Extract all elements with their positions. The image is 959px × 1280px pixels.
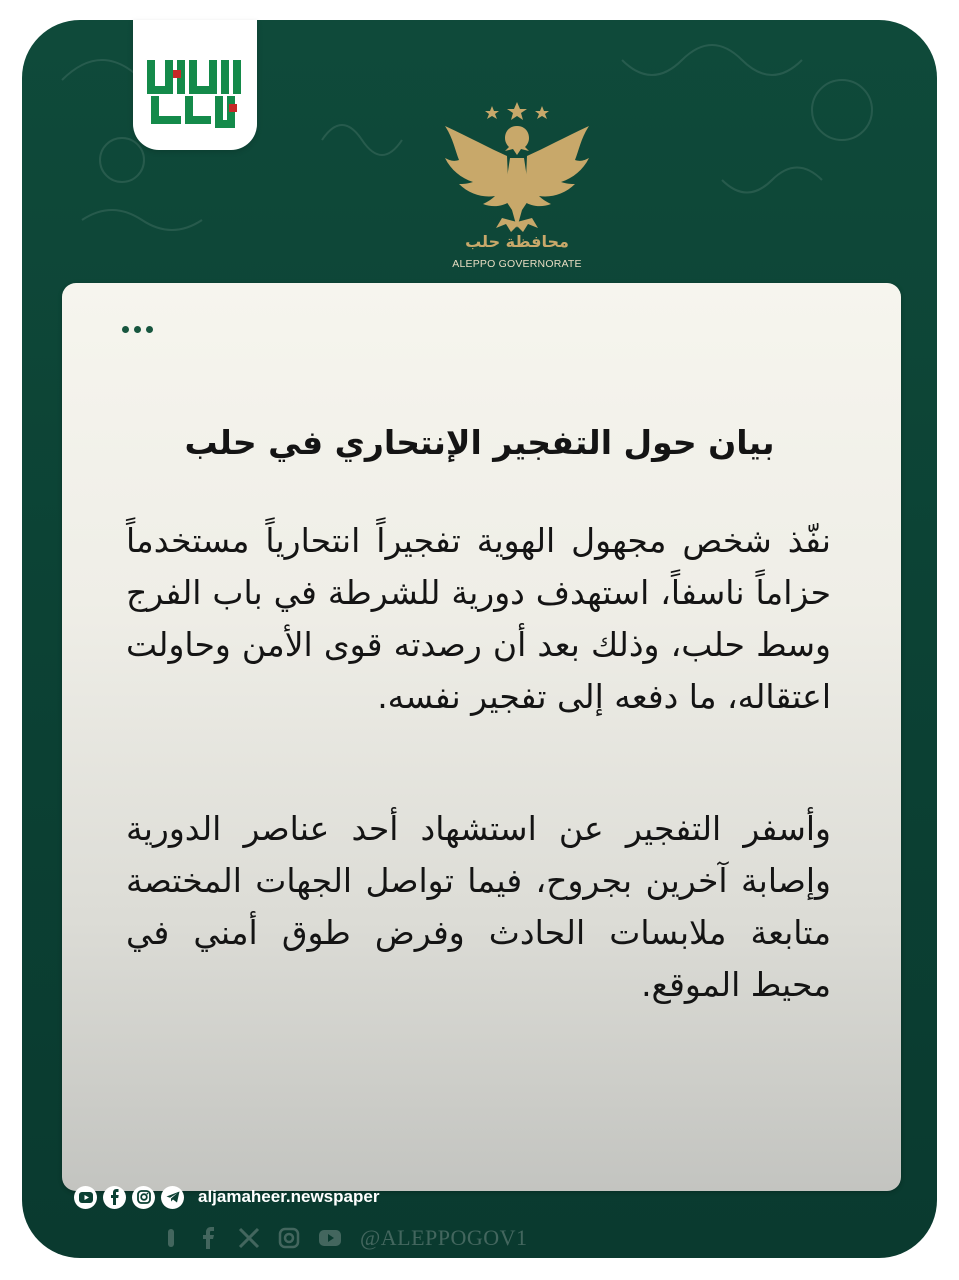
watermark-handle: @ALEPPOGOV1 [360,1225,528,1250]
emblem-english-name: ALEPPO GOVERNORATE [452,258,582,270]
dot [146,326,153,333]
youtube-icon[interactable] [74,1186,97,1209]
statement-title: بيان حول التفجير الإنتحاري في حلب [184,423,775,462]
instagram-icon[interactable] [132,1186,155,1209]
ellipsis-icon[interactable] [122,326,153,333]
watermark-social-row [162,1223,528,1253]
statement-paragraph-2: وأسفر التفجير عن استشهاد أحد عناصر الدورية وإصابة آخرين بجروح، فيما تواصل الجهات المختصة متابعة ملابسات الحادث وفرض طوق أمني في محيط الموقع. [126,809,831,1004]
social-footer [74,1184,379,1210]
watermark-x-icon [238,1227,260,1249]
dot [134,326,141,333]
watermark-instagram-icon [278,1227,300,1249]
dot [122,326,129,333]
watermark-share-icon [162,1227,180,1249]
emblem-arabic-name: محافظة حلب [465,232,569,251]
aljamaheer-logo [133,20,257,150]
facebook-icon[interactable] [103,1186,126,1209]
telegram-icon[interactable] [161,1186,184,1209]
statement-paragraph-1: نفّذ شخص مجهول الهوية تفجيراً انتحارياً مستخدماً حزاماً ناسفاً، استهدف دورية للشرطة في باب الفرج وسط حلب، وذلك بعد أن رصدته قوى الأمن وحاولت اعتقاله، ما دفعه إلى تفجير نفسه. [126,521,831,716]
watermark-youtube-icon [318,1228,342,1248]
brand-handle[interactable]: aljamaheer.newspaper [198,1187,380,1206]
brand-logo-badge [133,20,257,150]
statement-card [62,283,901,1191]
aleppo-eagle-emblem [422,98,612,278]
watermark-facebook-icon [198,1227,220,1249]
